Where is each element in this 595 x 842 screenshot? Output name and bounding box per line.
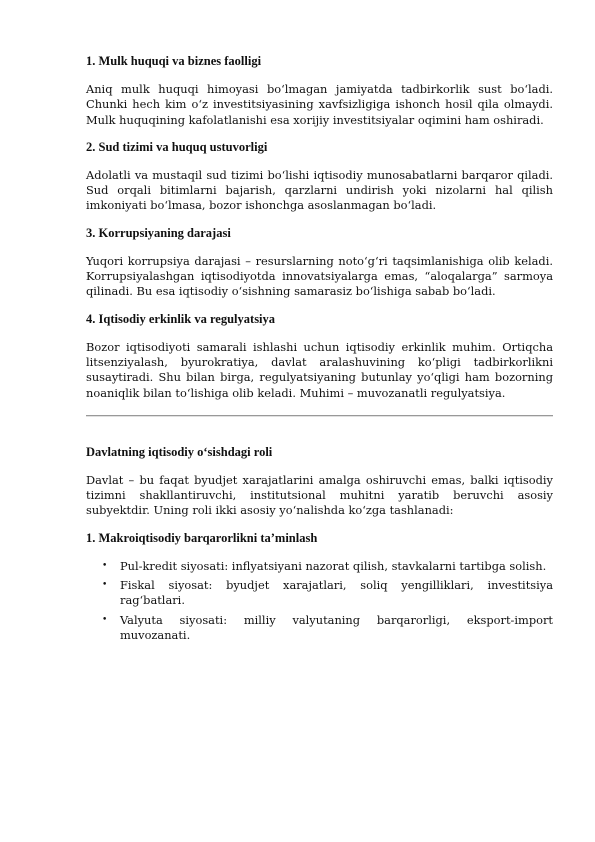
section-4-heading: 4. Iqtisodiy erkinlik va regulyatsiya — [86, 311, 276, 326]
list-item-text: Valyuta siyosati: milliy valyutaning barqarorligi, eksport-import muvozanati. — [120, 612, 553, 642]
section-3-paragraph: Yuqori korrupsiya darajasi – resurslarning noto‘g‘ri taqsimlanishiga olib keladi. Korrupsiyalashgan iqtisodiyotda innovatsiyalarga emas, “aloqalarga” sarmoya qilinadi. Bu esa iqtisodiy o‘sishning samarasiz bo‘lishiga sabab bo‘ladi. — [86, 253, 553, 299]
bullet-icon: • — [102, 560, 108, 571]
list-item — [102, 612, 553, 644]
document-page — [86, 54, 553, 647]
section-4-paragraph: Bozor iqtisodiyoti samarali ishlashi uchun iqtisodiy erkinlik muhim. Ortiqcha litsenziyalash, byurokratiya, davlat aralashuvining ko‘pligi tadbirkorlikni susaytiradi. Shu bilan birga, regulyatsiyaning butunlay yo‘qligi ham bozorning noaniqlik bilan to‘lishiga olib keladi. Muhimi – muvozanatli regulyatsiya. — [86, 339, 553, 400]
section-1-heading: 1. Mulk huquqi va biznes faolligi — [86, 54, 262, 68]
bullet-icon: • — [102, 580, 108, 591]
section-divider — [86, 415, 553, 417]
section-2-paragraph: Adolatli va mustaqil sud tizimi bo‘lishi iqtisodiy munosabatlarni barqaror qiladi. Sud orqali bitimlarni bajarish, qarzlarni undirish yoki nizolarni hal qilish imkoniyati bo‘lmasa, bozor ishonchga asoslanmagan bo‘ladi. — [86, 167, 553, 213]
list-item-text: Pul-kredit siyosati: inflyatsiyani nazorat qilish, stavkalarni tartibga solish. — [120, 558, 547, 573]
bullet-icon: • — [102, 614, 108, 625]
list-item — [102, 578, 553, 609]
part-2-intro-paragraph: Davlat – bu faqat byudjet xarajatlarini amalga oshiruvchi emas, balki iqtisodiy tizimni shakllantiruvchi, institutsional muhitni yaratib beruvchi asosiy subyektdir. Uning roli ikki asosiy yo‘nalishda ko‘zga tashlanadi: — [86, 472, 553, 518]
list-item — [102, 558, 553, 574]
list-item-text: Fiskal siyosat: byudjet xarajatlari, soliq yengilliklari, investitsiya rag‘batlari. — [120, 578, 553, 608]
part-2-subheading: 1. Makroiqtisodiy barqarorlikni ta’minlash — [86, 530, 318, 545]
policy-bullet-list — [86, 559, 553, 643]
part-2-title: Davlatning iqtisodiy o‘sishdagi roli — [86, 444, 273, 459]
section-2-heading: 2. Sud tizimi va huquq ustuvorligi — [86, 139, 268, 154]
section-3-heading: 3. Korrupsiyaning darajasi — [86, 225, 231, 240]
section-1-paragraph: Aniq mulk huquqi himoyasi bo‘lmagan jamiyatda tadbirkorlik sust bo‘ladi. Chunki hech kim o‘z investitsiyasining xavfsizligiga ishonch hosil qila olmaydi. Mulk huquqining kafolatlanishi esa xorijiy investitsiyalar oqimini ham oshiradi. — [86, 82, 553, 127]
